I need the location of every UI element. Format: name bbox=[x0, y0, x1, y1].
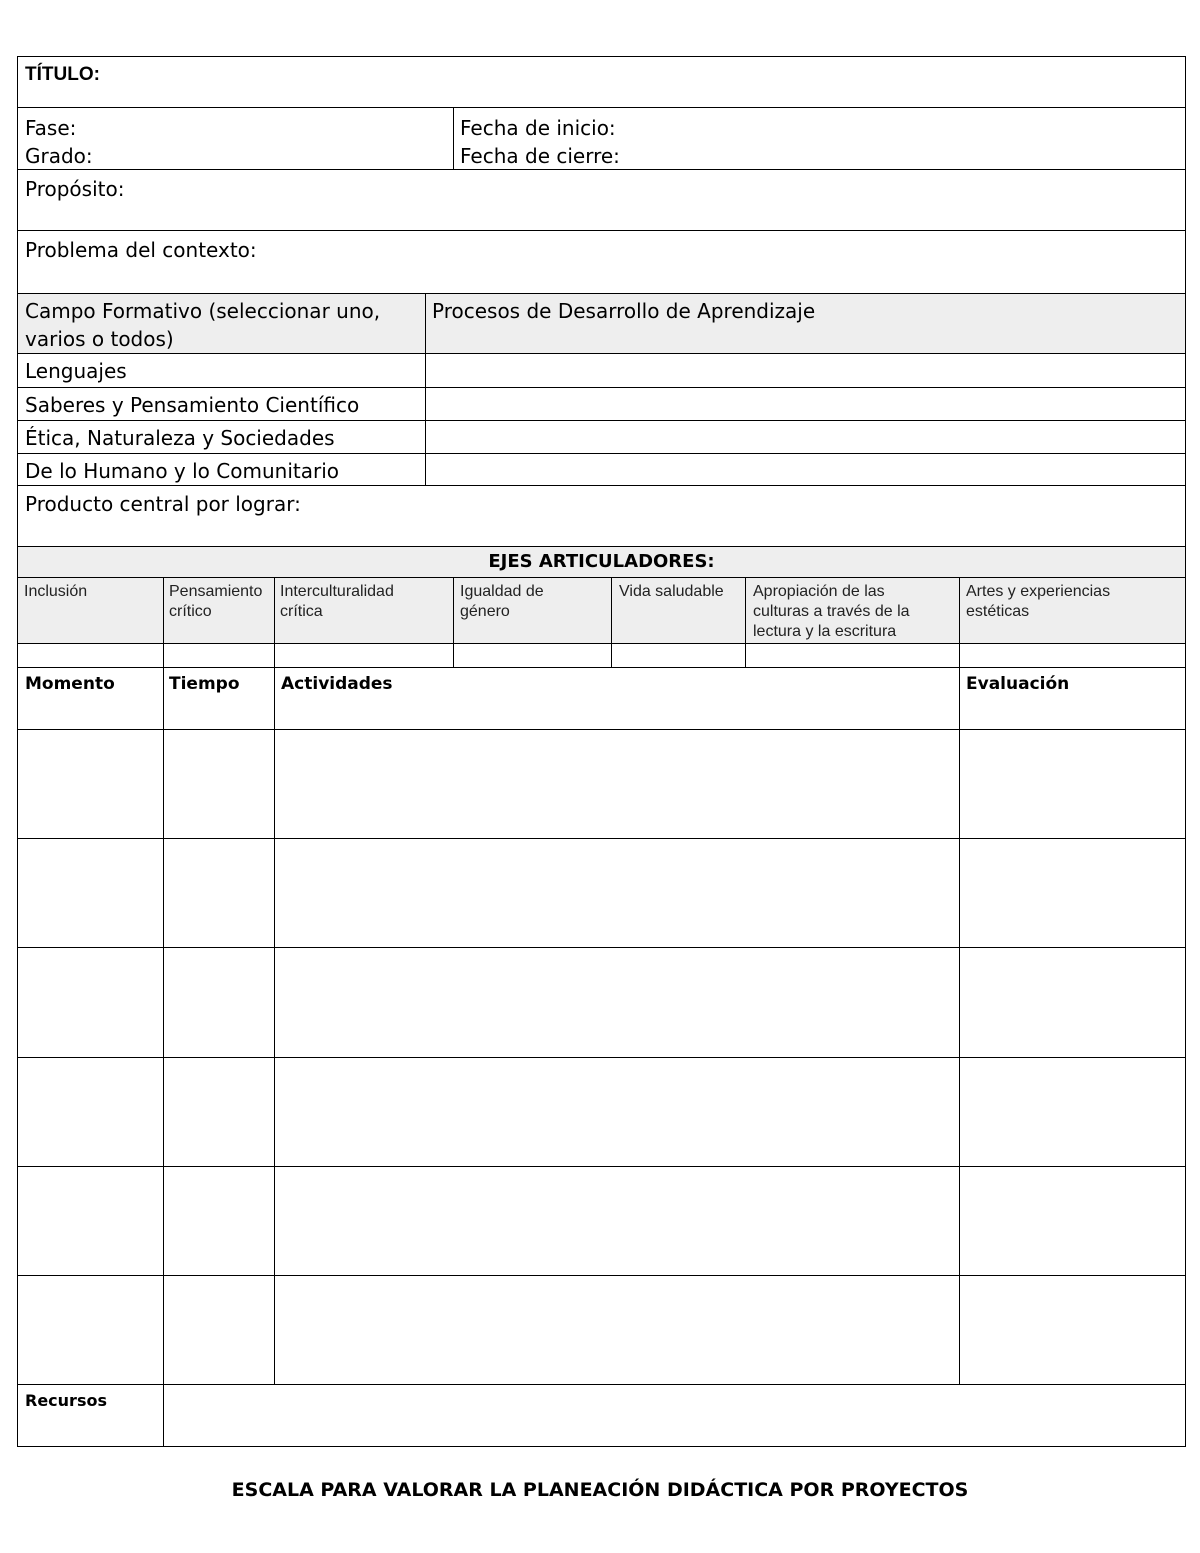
table-rule bbox=[17, 1166, 1186, 1167]
table-rule bbox=[17, 56, 1186, 57]
momento-cell[interactable] bbox=[18, 730, 163, 838]
tiempo-cell[interactable] bbox=[164, 730, 274, 838]
table-rule bbox=[17, 1446, 1186, 1447]
eje-interculturalidad: Interculturalidad crítica bbox=[280, 583, 394, 620]
eje-vida-saludable: Vida saludable bbox=[619, 583, 724, 600]
campo-row-etica: Ética, Naturaleza y Sociedades bbox=[25, 426, 335, 450]
table-rule bbox=[17, 293, 1186, 294]
table-rule bbox=[17, 667, 1186, 668]
campo-row-lenguajes: Lenguajes bbox=[25, 359, 127, 383]
eje-inclusion: Inclusión bbox=[24, 583, 88, 600]
table-rule bbox=[17, 577, 1186, 578]
momento-header: Momento bbox=[25, 674, 115, 694]
problema-contexto-label: Problema del contexto: bbox=[25, 238, 257, 262]
grado-label: Grado: bbox=[25, 144, 93, 168]
actividades-header: Actividades bbox=[281, 674, 393, 694]
table-rule bbox=[745, 577, 746, 668]
campo-row-humano: De lo Humano y lo Comunitario bbox=[25, 459, 339, 483]
table-rule bbox=[453, 577, 454, 668]
procesos-header: Procesos de Desarrollo de Aprendizaje bbox=[432, 299, 816, 323]
tiempo-header: Tiempo bbox=[169, 674, 240, 694]
table-rule bbox=[17, 838, 1186, 839]
table-rule bbox=[17, 387, 1186, 388]
eje-igualdad-genero: Igualdad de género bbox=[460, 583, 544, 620]
actividades-cell[interactable] bbox=[275, 730, 959, 838]
eje-artes: Artes y experiencias estéticas bbox=[966, 583, 1111, 620]
eje-pensamiento-critico: Pensamiento crítico bbox=[169, 583, 263, 620]
proposito-label: Propósito: bbox=[25, 177, 125, 201]
table-rule bbox=[425, 293, 426, 486]
evaluacion-cell[interactable] bbox=[960, 730, 1185, 838]
table-rule bbox=[17, 453, 1186, 454]
table-rule bbox=[17, 485, 1186, 486]
table-rule bbox=[959, 577, 960, 668]
table-rule bbox=[1185, 56, 1186, 1447]
table-rule bbox=[17, 353, 1186, 354]
ejes-articuladores-title: EJES ARTICULADORES: bbox=[488, 551, 715, 572]
titulo-label: TÍTULO: bbox=[25, 64, 100, 85]
table-rule bbox=[17, 1057, 1186, 1058]
fecha-cierre-label: Fecha de cierre: bbox=[460, 144, 620, 168]
table-rule bbox=[163, 577, 164, 668]
recursos-label: Recursos bbox=[25, 1391, 107, 1410]
table-rule bbox=[611, 577, 612, 668]
campo-row-saberes: Saberes y Pensamiento Científico bbox=[25, 393, 360, 417]
table-rule bbox=[17, 546, 1186, 547]
table-rule bbox=[17, 420, 1186, 421]
recursos-cell[interactable] bbox=[164, 1385, 1185, 1446]
table-rule bbox=[17, 230, 1186, 231]
eje-apropiacion-culturas: Apropiación de las culturas a través de la lectura y la escritura bbox=[753, 583, 910, 640]
footer-title: ESCALA PARA VALORAR LA PLANEACIÓN DIDÁCTICA POR PROYECTOS bbox=[231, 1479, 969, 1501]
table-rule bbox=[274, 577, 275, 668]
table-rule bbox=[17, 643, 1186, 644]
table-rule bbox=[17, 1275, 1186, 1276]
evaluacion-header: Evaluación bbox=[966, 674, 1070, 694]
producto-central-label: Producto central por lograr: bbox=[25, 492, 301, 516]
campo-formativo-header: Campo Formativo (seleccionar uno, varios o todos) bbox=[25, 299, 381, 351]
fase-label: Fase: bbox=[25, 116, 77, 140]
fecha-inicio-label: Fecha de inicio: bbox=[460, 116, 616, 140]
table-rule bbox=[453, 107, 454, 170]
table-rule bbox=[17, 947, 1186, 948]
table-rule bbox=[17, 107, 1186, 108]
